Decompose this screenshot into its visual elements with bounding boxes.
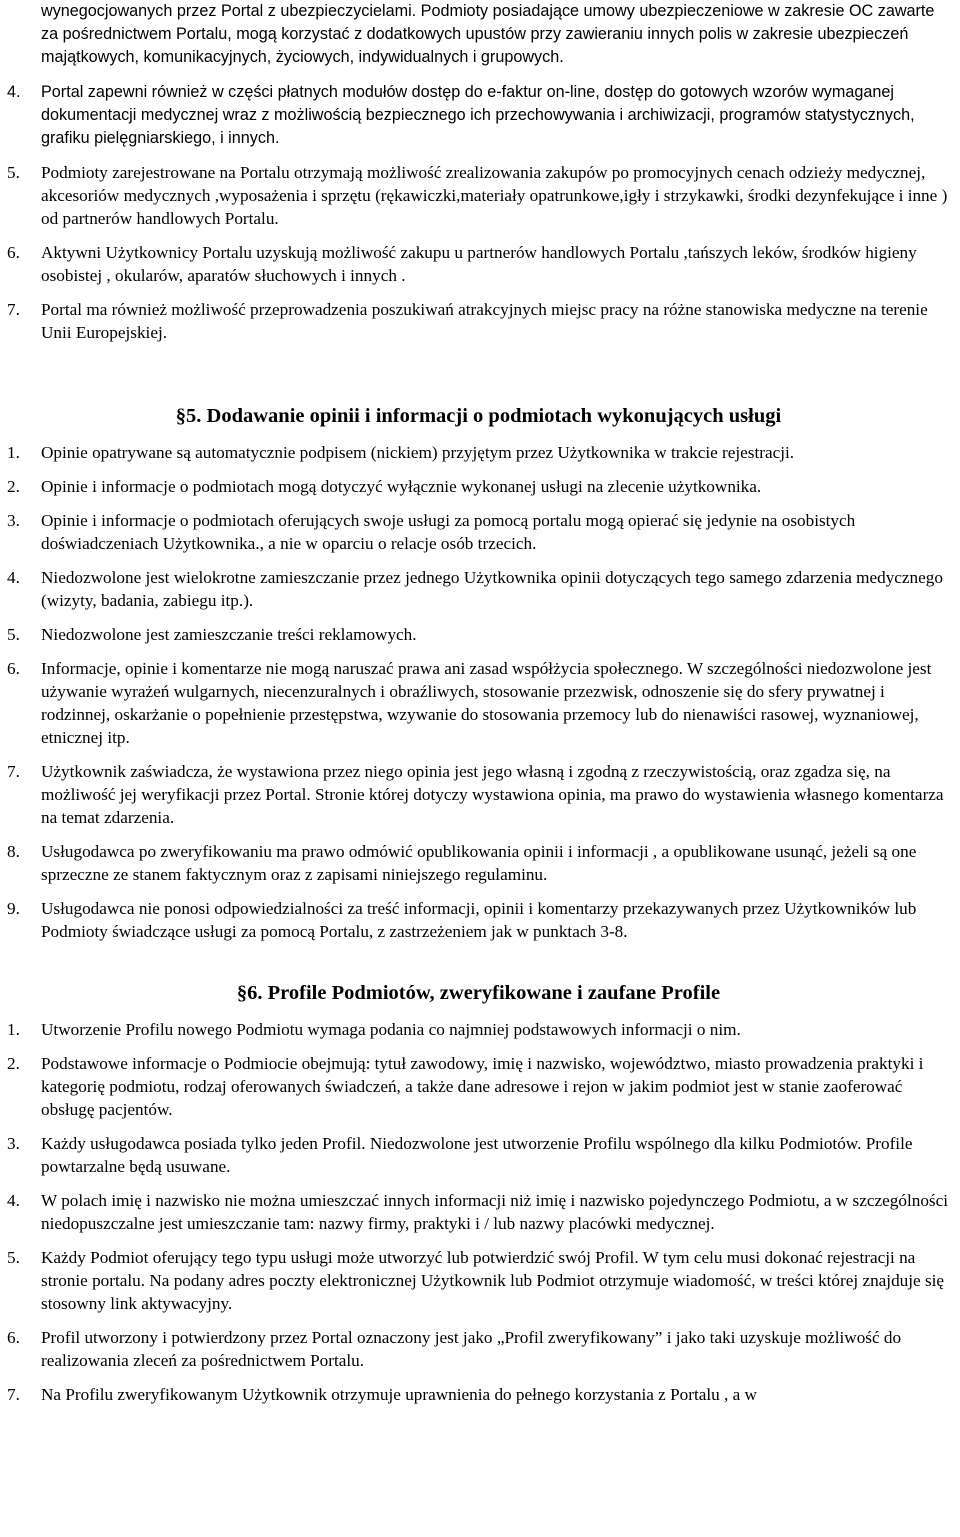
item-text: Na Profilu zweryfikowanym Użytkownik otrzymuje uprawnienia do pełnego korzystania z Portalu , a w	[41, 1385, 757, 1404]
item-number: 7.	[7, 300, 20, 319]
item-number: 9.	[7, 899, 20, 918]
item-text: Usługodawca nie ponosi odpowiedzialności za treść informacji, opinii i komentarzy przekazywanych przez Użytkowników lub Podmioty świadczące usługi za pomocą Portalu, z zastrzeżeniem jak w punktach 3-8.	[41, 899, 917, 941]
list-portal-features	[7, 81, 950, 344]
list-item	[7, 441, 950, 464]
list-item	[7, 475, 950, 498]
item-text: Niedozwolone jest wielokrotne zamieszczanie przez jednego Użytkownika opinii dotyczących tego samego zdarzenia medycznego (wizyty, badania, zabiegu itp.).	[41, 568, 943, 610]
list-item	[7, 1189, 950, 1235]
list-item	[7, 81, 950, 150]
item-text: Portal ma również możliwość przeprowadzenia poszukiwań atrakcyjnych miejsc pracy na różne stanowiska medyczne na terenie Unii Europejskiej.	[41, 300, 928, 342]
item-text: W polach imię i nazwisko nie można umieszczać innych informacji niż imię i nazwisko pojedynczego Podmiotu, a w szczególności niedopuszczalne jest umieszczanie tam: nazwy firmy, praktyki i / lub nazwy placówki medycznej.	[41, 1191, 949, 1233]
item-text: Opinie i informacje o podmiotach mogą dotyczyć wyłącznie wykonanej usługi na zlecenie użytkownika.	[41, 477, 762, 496]
item-number: 5.	[7, 1248, 20, 1267]
section-5-list	[7, 441, 950, 943]
item-number: 1.	[7, 1020, 20, 1039]
item-number: 6.	[7, 1328, 20, 1347]
section-5-heading: §5. Dodawanie opinii i informacji o podmiotach wykonujących usługi	[175, 405, 782, 427]
item-number: 6.	[7, 243, 20, 262]
item-number: 2.	[7, 477, 20, 496]
list-item	[7, 1326, 950, 1372]
item-number: 6.	[7, 659, 20, 678]
item-number: 2.	[7, 1054, 20, 1073]
item-text: Podmioty zarejestrowane na Portalu otrzymają możliwość zrealizowania zakupów po promocyjnych cenach odzieży medycznej, akcesoriów medycznych ,wyposażenia i sprzętu (rękawiczki,materiały opatrunkowe,igły i strzykawki, środki dezynfekujące i inne ) od partnerów handlowych Portalu.	[41, 163, 948, 228]
item-text: Aktywni Użytkownicy Portalu uzyskują możliwość zakupu u partnerów handlowych Portalu ,tańszych leków, środków higieny osobistej , okularów, aparatów słuchowych i innych .	[41, 243, 917, 285]
item-number: 1.	[7, 443, 20, 462]
item-text: Informacje, opinie i komentarze nie mogą naruszać prawa ani zasad współżycia społecznego. W szczególności niedozwolone jest używanie wyrażeń wulgarnych, niecenzuralnych i obraźliwych, stosowanie przezwisk, odnoszenie się do sfery prywatnej i rodzinnej, oskarżanie o popełnienie przestępstwa, wzywanie do stosowania przemocy lub do nienawiści rasowej, wyznaniowej, etnicznej itp.	[41, 659, 932, 747]
item-text: Profil utworzony i potwierdzony przez Portal oznaczony jest jako „Profil zweryfikowany” i jako taki uzyskuje możliwość do realizowania zleceń za pośrednictwem Portalu.	[41, 1328, 902, 1370]
item-number: 8.	[7, 842, 20, 861]
list-item	[7, 509, 950, 555]
list-item	[7, 1132, 950, 1178]
list-item	[7, 1018, 950, 1041]
item-text: Użytkownik zaświadcza, że wystawiona przez niego opinia jest jego własną i zgodną z rzeczywistością, oraz zgadza się, na możliwość jej weryfikacji przez Portal. Stronie której dotyczy wystawiona opinia, ma prawo do wystawienia własnego komentarza na temat zdarzenia.	[41, 762, 944, 827]
list-item	[7, 760, 950, 829]
item-number: 5.	[7, 625, 20, 644]
intro-paragraph: wynegocjowanych przez Portal z ubezpieczycielami. Podmioty posiadające umowy ubezpieczeniowe w zakresie OC zawarte za pośrednictwem Portalu, mogą korzystać z dodatkowych upustów przy zawieraniu innych polis w zakresie ubezpieczeń majątkowych, komunikacyjnych, życiowych, indywidualnych i grupowych.	[41, 2, 935, 66]
list-item	[7, 657, 950, 749]
section-6-list	[7, 1018, 950, 1406]
item-text: Każdy usługodawca posiada tylko jeden Profil. Niedozwolone jest utworzenie Profilu wspólnego dla kilku Podmiotów. Profile powtarzalne będą usuwane.	[41, 1134, 913, 1176]
item-text: Każdy Podmiot oferujący tego typu usługi może utworzyć lub potwierdzić swój Profil. W tym celu musi dokonać rejestracji na stronie portalu. Na podany adres poczty elektronicznej Użytkownik lub Podmiot otrzymuje wiadomość, w treści której znajduje się stosowny link aktywacyjny.	[41, 1248, 945, 1313]
section-6-heading: §6. Profile Podmiotów, zweryfikowane i zaufane Profile	[236, 982, 721, 1004]
item-number: 7.	[7, 1385, 20, 1404]
item-number: 5.	[7, 163, 20, 182]
item-text: Portal zapewni również w części płatnych modułów dostęp do e-faktur on-line, dostęp do gotowych wzorów wymaganej dokumentacji medycznej wraz z możliwością bezpiecznego ich przechowywania i archiwizacji, programów statystycznych, grafiku pielęgniarskiego, i innych.	[41, 83, 915, 147]
item-text: Utworzenie Profilu nowego Podmiotu wymaga podania co najmniej podstawowych informacji o nim.	[41, 1020, 741, 1039]
list-item	[7, 298, 950, 344]
list-item	[7, 897, 950, 943]
item-number: 4.	[7, 83, 21, 101]
list-item	[7, 623, 950, 646]
item-text: Podstawowe informacje o Podmiocie obejmują: tytuł zawodowy, imię i nazwisko, województwo, miasto prowadzenia praktyki i kategorię podmiotu, rodzaj oferowanych świadczeń, a także dane adresowe i rejon w jakim podmiot jest w stanie zaoferować obsługę pacjentów.	[41, 1054, 924, 1119]
list-item	[7, 1246, 950, 1315]
item-text: Usługodawca po zweryfikowaniu ma prawo odmówić opublikowania opinii i informacji , a opublikowane usunąć, jeżeli są one sprzeczne ze stanem faktycznym oraz z zapisami niniejszego regulaminu.	[41, 842, 917, 884]
item-text: Opinie opatrywane są automatycznie podpisem (nickiem) przyjętym przez Użytkownika w trakcie rejestracji.	[41, 443, 795, 462]
item-text: Opinie i informacje o podmiotach oferujących swoje usługi za pomocą portalu mogą opierać się jedynie na osobistych doświadczeniach Użytkownika., a nie w oparciu o relacje osób trzecich.	[41, 511, 856, 553]
list-item	[7, 840, 950, 886]
list-item	[7, 1383, 950, 1406]
list-item	[7, 1052, 950, 1121]
list-item	[7, 161, 950, 230]
item-number: 4.	[7, 1191, 20, 1210]
list-item	[7, 566, 950, 612]
list-item	[7, 241, 950, 287]
item-text: Niedozwolone jest zamieszczanie treści reklamowych.	[41, 625, 417, 644]
item-number: 3.	[7, 1134, 20, 1153]
item-number: 4.	[7, 568, 20, 587]
item-number: 7.	[7, 762, 20, 781]
item-number: 3.	[7, 511, 20, 530]
